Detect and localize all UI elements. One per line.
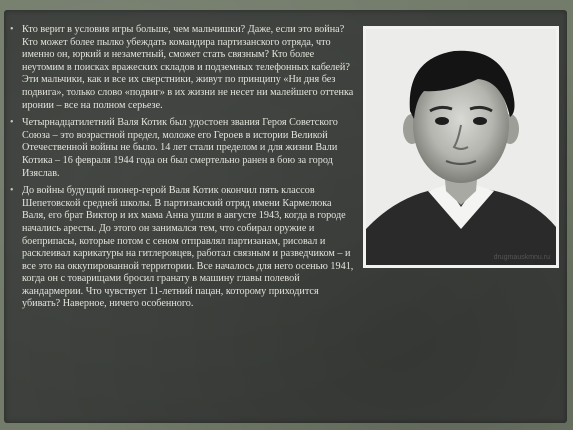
bullet-icon: • bbox=[10, 24, 14, 35]
bullet-icon: • bbox=[10, 117, 14, 129]
paragraph-text: Четырнадцатилетний Валя Котик был удостоен звания Героя Советского Союза – это возрастной предел, моложе его Героев в истории Великой Отечественной войны не было. 14 лет стали пределом и для жизни Вали Котика – 16 февраля 1944 года он был смертельно ранен в бою за город Изяслав. bbox=[22, 117, 338, 179]
text-column bbox=[8, 24, 354, 316]
portrait-icon bbox=[366, 29, 556, 265]
paragraph-2 bbox=[8, 117, 354, 180]
paragraph-text: До войны будущий пионер-герой Валя Котик окончил пять классов Шепетовской средней школы. В партизанский отряд имени Кармелюка Валя, его брат Виктор и их мама Анна ушли в августе 1943, когда в городе начались аресты. До этого он занимался тем, что собирал оружие и боеприпасы, которые потом с сеном отправлял партизанам, рисовал и расклеивал карикатуры на гитлеровцев, работал связным и разведчиком – и все это на оккупированной территории. Все началось для него осенью 1941, когда он с товарищами бросил гранату в машину главы полевой жандармерии. Что чувствует 11-летний пацан, которому приходится убивать? Наверное, ничего особенного. bbox=[22, 185, 354, 310]
portrait-frame bbox=[363, 26, 559, 268]
paragraph-text: Кто верит в условия игры больше, чем мальчишки? Даже, если это война? Кто может более пылко убеждать командира партизанского отряда, что именно он, юркий и незаметный, сможет стать связным? Кто более неутомим в поисках вражеских складов и подземных телефонных кабелей? Эти мальчики, как и все их сверстники, живут по принципу «Ни дня без подвига», только слово «подвиг» в их жизни не несет ни малейшего оттенка иронии – все на полном серьезе. bbox=[22, 24, 354, 111]
paragraph-1 bbox=[8, 24, 354, 112]
portrait-photo bbox=[366, 29, 556, 265]
paragraph-3 bbox=[8, 185, 354, 311]
bullet-icon: • bbox=[10, 185, 14, 197]
photo-watermark: drugmauskmnu.ru bbox=[493, 254, 550, 261]
